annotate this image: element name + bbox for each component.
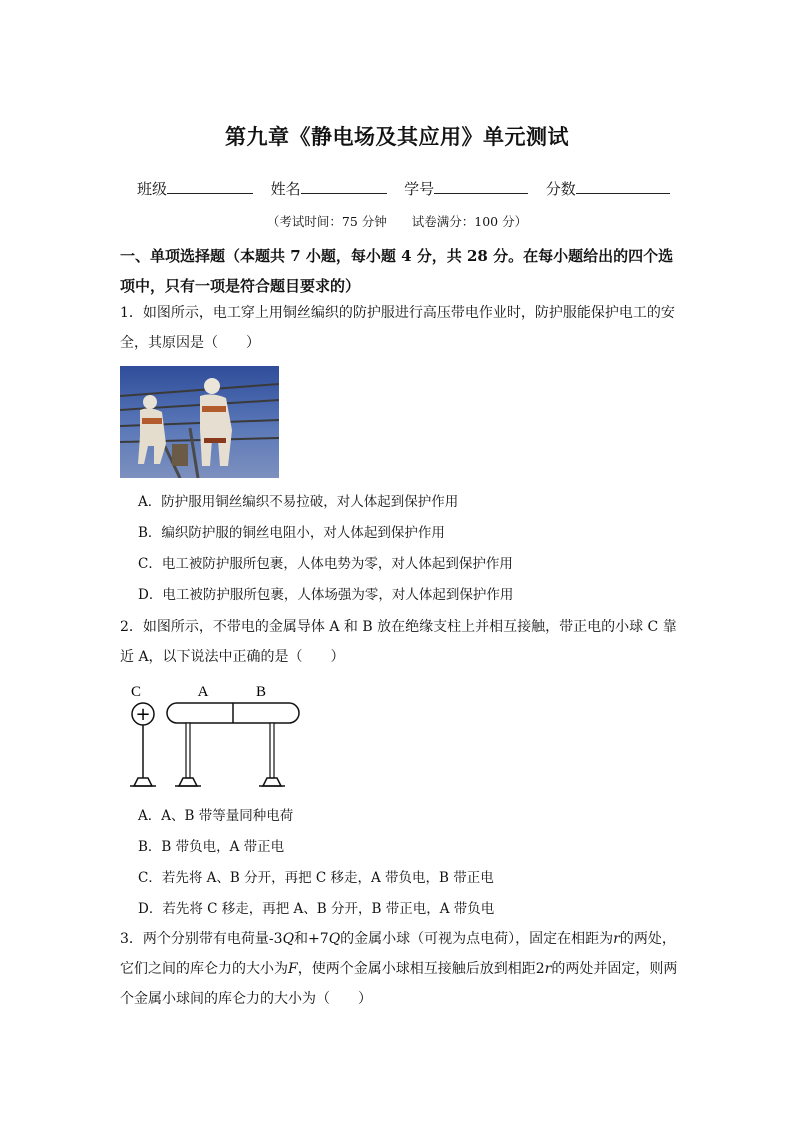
question-2-stem: 2．如图所示，不带电的金属导体 A 和 B 放在绝缘支柱上并相互接触，带正电的小球 C 靠近 A，以下说法中正确的是（ ） [120,619,677,665]
class-blank [167,179,253,194]
name-label: 姓名 [270,180,301,198]
label-c: C [130,684,142,700]
conductor-diagram-svg [120,682,320,794]
electrician-photo-illustration [120,366,279,478]
question-1-option-c: C．电工被防护服所包裹，人体电势为零，对人体起到保护作用 [138,556,513,572]
label-a: A [197,684,209,700]
question-2-option-d: D．若先将 C 移走，再把 A、B 分开，B 带正电，A 带负电 [138,901,495,917]
question-2-option-c: C．若先将 A、B 分开，再把 C 移走，A 带负电，B 带正电 [138,870,494,886]
question-1-stem: 1．如图所示，电工穿上用铜丝编织的防护服进行高压带电作业时，防护服能保护电工的安全，其原因是（ ） [120,305,675,351]
class-label: 班级 [137,180,168,198]
section-heading: 一、单项选择题（本题共 7 小题，每小题 4 分，共 28 分。在每小题给出的四个选项中，只有一项是符合题目要求的） [120,247,674,295]
question-1-option-d: D．电工被防护服所包裹，人体场强为零，对人体起到保护作用 [138,587,514,603]
exam-meta: （考试时间：75 分钟 试卷满分：100 分） [266,214,528,229]
id-blank [434,179,528,194]
student-info-row [137,178,670,199]
plus-sign: + [135,704,151,725]
score-label: 分数 [545,180,576,198]
electrician-photo [120,366,279,478]
conductor-diagram [120,682,320,794]
page-title: 第九章《静电场及其应用》单元测试 [225,124,569,149]
label-b: B [255,684,267,700]
question-2-option-b: B．B 带负电，A 带正电 [138,839,285,855]
name-blank [301,179,387,194]
question-2-option-a: A．A、B 带等量同种电荷 [138,808,294,824]
score-blank [576,179,670,194]
question-1-option-b: B．编织防护服的铜丝电阻小，对人体起到保护作用 [138,525,445,541]
id-label: 学号 [404,180,435,198]
question-3-stem: 3．两个分别带有电荷量-3Q和+7Q的金属小球（可视为点电荷），固定在相距为r的两处，它们之间的库仑力的大小为F，使两个金属小球相互接触后放到相距2r的两处并固定，则两个金属小球间的库仑力的大小为（ ） [120,931,678,1007]
question-1-option-a: A．防护服用铜丝编织不易拉破，对人体起到保护作用 [138,494,459,510]
